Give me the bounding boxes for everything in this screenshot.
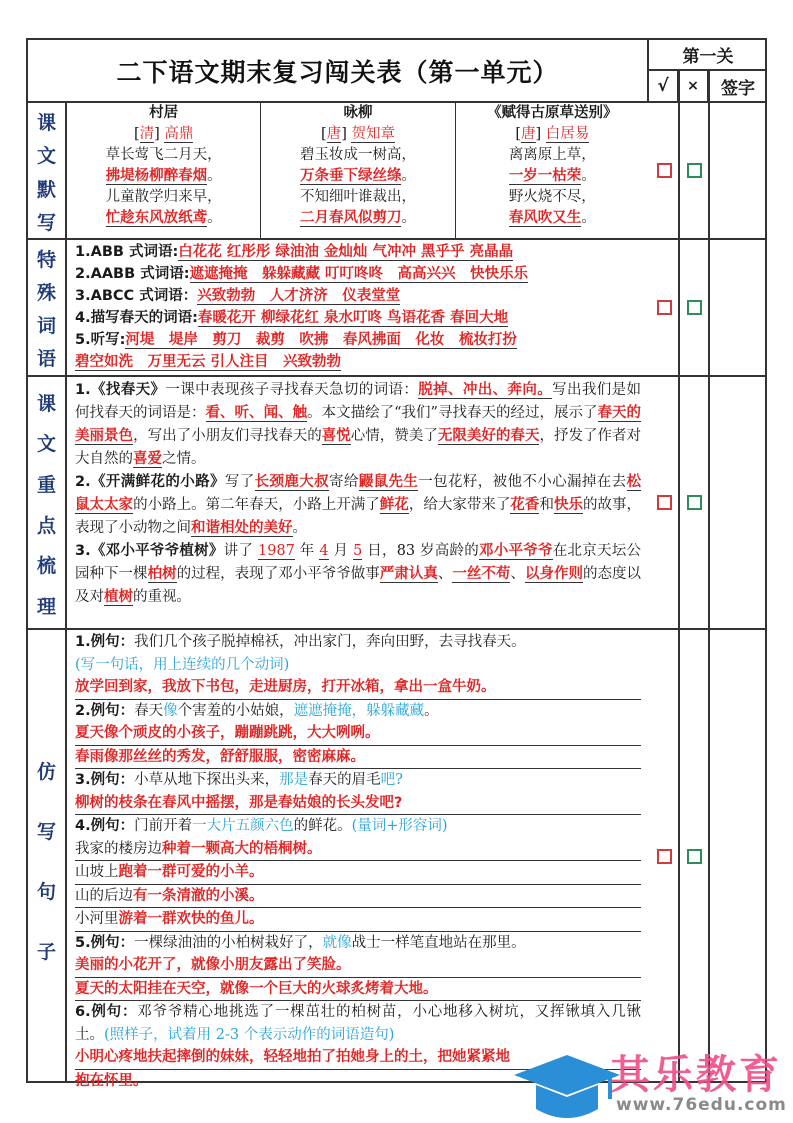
fail-checkbox[interactable]: [687, 300, 702, 315]
keypoint-xiaolu: 2.《开满鲜花的小路》写了长颈鹿大叔寄给鼹鼠先生一包花籽，被他不小心漏掉在去松鼠太太家的小路上。第二年春天，小路上开满了鲜花，给大家带来了花香和快乐的故事，表现了小动物之间和谐相处的美好。: [75, 474, 642, 536]
fail-checkbox[interactable]: [687, 849, 702, 864]
hint-text: (写一句话，用上连续的几个动词): [75, 656, 290, 673]
list-item: 2.AABB 式词语:遮遮掩掩 躲躲藏藏 叮叮咚咚 高高兴兴 快快乐乐: [75, 266, 529, 282]
list-item: 5.听写:河堤 堤岸 剪刀 裁剪 吹拂 春风拂面 化妆 梳妆打扮: [75, 332, 517, 348]
watermark-brand: 其乐教育: [610, 1052, 782, 1098]
keypoints-content: [67, 379, 649, 628]
example-3: 3.例句：小草从地下探出头来，那是春天的眉毛吧?: [75, 772, 403, 788]
page-title: 二下语文期末复习闯关表（第一单元）: [116, 57, 559, 87]
words-content: [67, 241, 649, 375]
answer-line[interactable]: 春雨像那丝丝的秀发，舒舒服服，密密麻麻。: [75, 746, 641, 770]
section-label-words: 特 殊 词 语: [36, 249, 56, 370]
pass-checkbox[interactable]: [657, 163, 672, 178]
keypoint-zhaochuntian: 1.《找春天》一课中表现孩子寻找春天急切的词语：脱掉、冲出、奔向。写出我们是如何找春天的词语是：看、听、闻、触。本文描绘了“我们”寻找春天的经过，展示了春天的美丽景色，写出了小朋友们寻找春天的喜悦心情，赞美了无限美好的春天，抒发了作者对大自然的喜爱之情。: [75, 382, 642, 467]
sign-column-header: 签字: [709, 71, 767, 103]
pass-checkbox[interactable]: [657, 300, 672, 315]
answer-line[interactable]: 夏天像个顽皮的小孩子，蹦蹦跳跳，大大咧咧。: [75, 722, 641, 746]
pass-column-header: √: [649, 71, 679, 103]
answer-line[interactable]: 柳树的枝条在春风中摇摆，那是春姑娘的长头发吧?: [75, 792, 641, 816]
poem-yongliu: 咏柳 [唐] 贺知章 碧玉妆成一树高， 万条垂下绿丝绦。 不知细叶谁裁出， 二月春风似剪刀。: [260, 103, 454, 238]
section-label-poems: 课 文 默 写: [36, 112, 56, 234]
fail-checkbox-cell[interactable]: [679, 240, 709, 375]
list-item: 1.ABB 式词语:白花花 红彤彤 绿油油 金灿灿 气冲冲 黑乎乎 亮晶晶: [75, 244, 514, 260]
answer-line[interactable]: 美丽的小花开了，就像小朋友露出了笑脸。: [75, 954, 641, 978]
fail-checkbox-cell[interactable]: [679, 630, 709, 1083]
answer-line[interactable]: 山坡上跑着一群可爱的小羊。: [75, 861, 641, 885]
example-6: 6.例句：邓爷爷精心地挑选了一棵茁壮的柏树苗，小心地移入树坑，又挥锹填入几锹土。(照样子，试着用 2-3 个表示动作的词语造句): [75, 1004, 641, 1043]
watermark: [512, 1043, 793, 1122]
answer-line[interactable]: 小河里游着一群欢快的鱼儿。: [75, 908, 641, 932]
keypoint-zhishu: 3.《邓小平爷爷植树》讲了 1987 年 4 月 5 日，83 岁高龄的邓小平爷爷在北京天坛公园种下一棵柏树的过程，表现了邓小平爷爷做事严肃认真、一丝不苟、以身作则的态度以及对植树的重视。: [75, 543, 642, 605]
pass-checkbox-cell[interactable]: [649, 377, 679, 628]
pass-checkbox[interactable]: [657, 495, 672, 510]
watermark-url: www.76edu.com: [616, 1095, 787, 1115]
answer-line[interactable]: 放学回到家，我放下书包，走进厨房，打开冰箱，拿出一盒牛奶。: [75, 676, 641, 700]
graduation-cap-icon: [512, 1051, 622, 1123]
fail-checkbox[interactable]: [687, 163, 702, 178]
example-4: 4.例句：门前开着一大片五颜六色的鲜花。(量词+形容词): [75, 818, 448, 834]
example-1: 1.例句：我们几个孩子脱掉棉袄，冲出家门，奔向田野，去寻找春天。: [75, 634, 526, 650]
answer-line[interactable]: 我家的楼房边种着一颗高大的梧桐树。: [75, 838, 641, 862]
example-5: 5.例句：一棵绿油油的小柏树栽好了，就像战士一样笔直地站在那里。: [75, 934, 526, 951]
fail-checkbox-cell[interactable]: [679, 103, 709, 238]
title-cell: [28, 40, 649, 103]
sentences-content: [67, 631, 649, 1089]
fail-checkbox-cell[interactable]: [679, 377, 709, 628]
poem-fudegu: 《赋得古原草送别》 [唐] 白居易 离离原上草， 一岁一枯荣。 野火烧不尽， 春风吹又生。: [455, 103, 649, 238]
review-table: [26, 38, 767, 1089]
pass-checkbox-cell[interactable]: [649, 630, 679, 1083]
fail-checkbox[interactable]: [687, 495, 702, 510]
pass-checkbox[interactable]: [657, 849, 672, 864]
answer-line[interactable]: 抱在怀里。: [75, 1072, 148, 1089]
list-item: 碧空如洗 万里无云 引人注目 兴致勃勃: [75, 354, 342, 370]
section-label-sentences: 仿 写 句 子: [36, 760, 56, 963]
poems-content: [67, 103, 649, 238]
list-item: 3.ABCC 式词语：兴致勃勃 人才济济 仪表堂堂: [75, 288, 401, 304]
answer-line[interactable]: 山的后边有一条清澈的小溪。: [75, 885, 641, 909]
section-label-keypoints: 课 文 重 点 梳 理: [36, 392, 56, 619]
level-header: 第一关: [649, 40, 767, 71]
fail-column-header: ×: [679, 71, 709, 103]
pass-checkbox-cell[interactable]: [649, 103, 679, 238]
pass-checkbox-cell[interactable]: [649, 240, 679, 375]
answer-line[interactable]: 夏天的太阳挂在天空，就像一个巨大的火球炙烤着大地。: [75, 978, 641, 1002]
answer-line[interactable]: 小明心疼地扶起摔倒的妹妹，轻轻地拍了拍她身上的土，把她紧紧地: [75, 1046, 641, 1070]
list-item: 4.描写春天的词语:春暖花开 柳绿花红 泉水叮咚 鸟语花香 春回大地: [75, 310, 509, 326]
example-2: 2.例句：春天像个害羞的小姑娘，遮遮掩掩，躲躲藏藏。: [75, 702, 439, 719]
poem-cunju: 村居 [清] 高鼎 草长莺飞二月天， 拂堤杨柳醉春烟。 儿童散学归来早， 忙趁东风放纸鸢。: [105, 105, 222, 226]
